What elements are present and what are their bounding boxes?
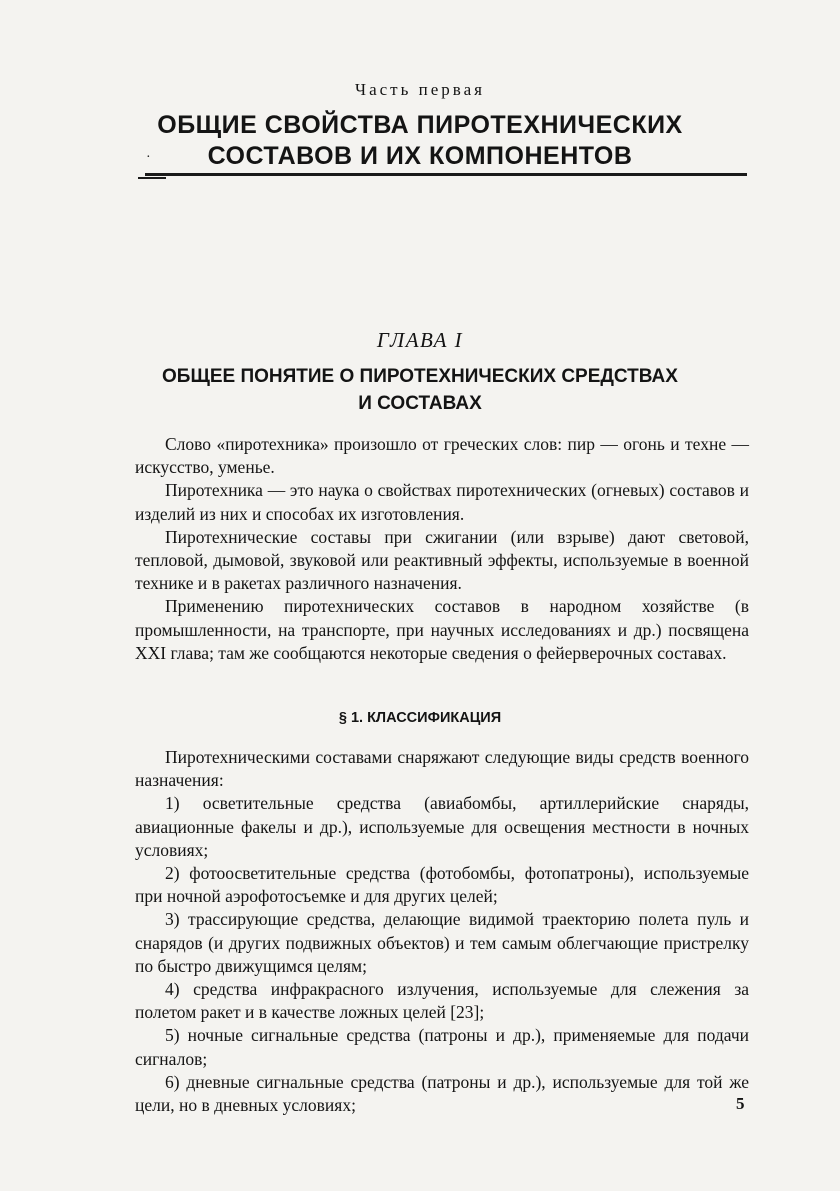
chapter-title-line-2: И СОСТАВАХ bbox=[358, 393, 482, 414]
intro-paragraph: Слово «пиротехника» произошло от греческих слов: пир — огонь и техне — искусство, уменье. bbox=[135, 434, 749, 478]
intro-paragraph: Пиротехника — это наука о свойствах пиротехнических (огневых) составов и изделий из них и способах их изготовления. bbox=[135, 480, 749, 524]
part-label: Часть первая bbox=[355, 80, 485, 99]
list-item: 1) осветительные средства (авиабомбы, артиллерийские снаряды, авиационные факелы и др.), используемые для освещения местности в ночных условиях; bbox=[135, 793, 749, 860]
list-item: 4) средства инфракрасного излучения, используемые для слежения за полетом ракет и в качестве ложных целей [23]; bbox=[135, 979, 749, 1023]
list-item: 3) трассирующие средства, делающие видимой траекторию полета пуль и снарядов (и других подвижных объектов) и тем самым облегчающие пристрелку по быстро движущимся целям; bbox=[135, 909, 749, 976]
intro-text bbox=[135, 433, 749, 665]
part-title-line-1: ОБЩИЕ СВОЙСТВА ПИРОТЕХНИЧЕСКИХ bbox=[157, 111, 683, 139]
list-item: 5) ночные сигнальные средства (патроны и др.), применяемые для подачи сигналов; bbox=[135, 1025, 749, 1069]
list-item: 2) фотоосветительные средства (фотобомбы, фотопатроны), используемые при ночной аэрофотосъемке и для других целей; bbox=[135, 863, 749, 907]
print-speck-icon: · bbox=[146, 150, 151, 165]
classification-text bbox=[135, 746, 749, 1117]
header-rule bbox=[145, 173, 747, 176]
chapter-title bbox=[0, 363, 840, 417]
page-number: 5 bbox=[736, 1094, 745, 1113]
section-title: § 1. КЛАССИФИКАЦИЯ bbox=[338, 710, 502, 726]
part-title bbox=[0, 110, 840, 172]
chapter-title-line-1: ОБЩЕЕ ПОНЯТИЕ О ПИРОТЕХНИЧЕСКИХ СРЕДСТВАХ bbox=[162, 366, 678, 387]
part-title-line-2: СОСТАВОВ И ИХ КОМПОНЕНТОВ bbox=[207, 142, 633, 170]
section-paragraph: Пиротехническими составами снаряжают следующие виды средств военного назначения: bbox=[135, 747, 749, 791]
intro-paragraph: Пиротехнические составы при сжигании (или взрыве) дают световой, тепловой, дымовой, звуковой или реактивный эффекты, используемые в военной технике и в ракетах различного назначения. bbox=[135, 526, 749, 594]
intro-paragraph: Применению пиротехнических составов в народном хозяйстве (в промышленности, на транспорте, при научных исследованиях и др.) посвящена XXI глава; там же сообщаются некоторые сведения о фейерверочных составах. bbox=[135, 596, 749, 663]
chapter-label: ГЛАВА I bbox=[376, 328, 464, 352]
header-rule-tail bbox=[138, 177, 166, 179]
list-item: 6) дневные сигнальные средства (патроны и др.), используемые для той же цели, но в дневных условиях; bbox=[135, 1071, 749, 1116]
